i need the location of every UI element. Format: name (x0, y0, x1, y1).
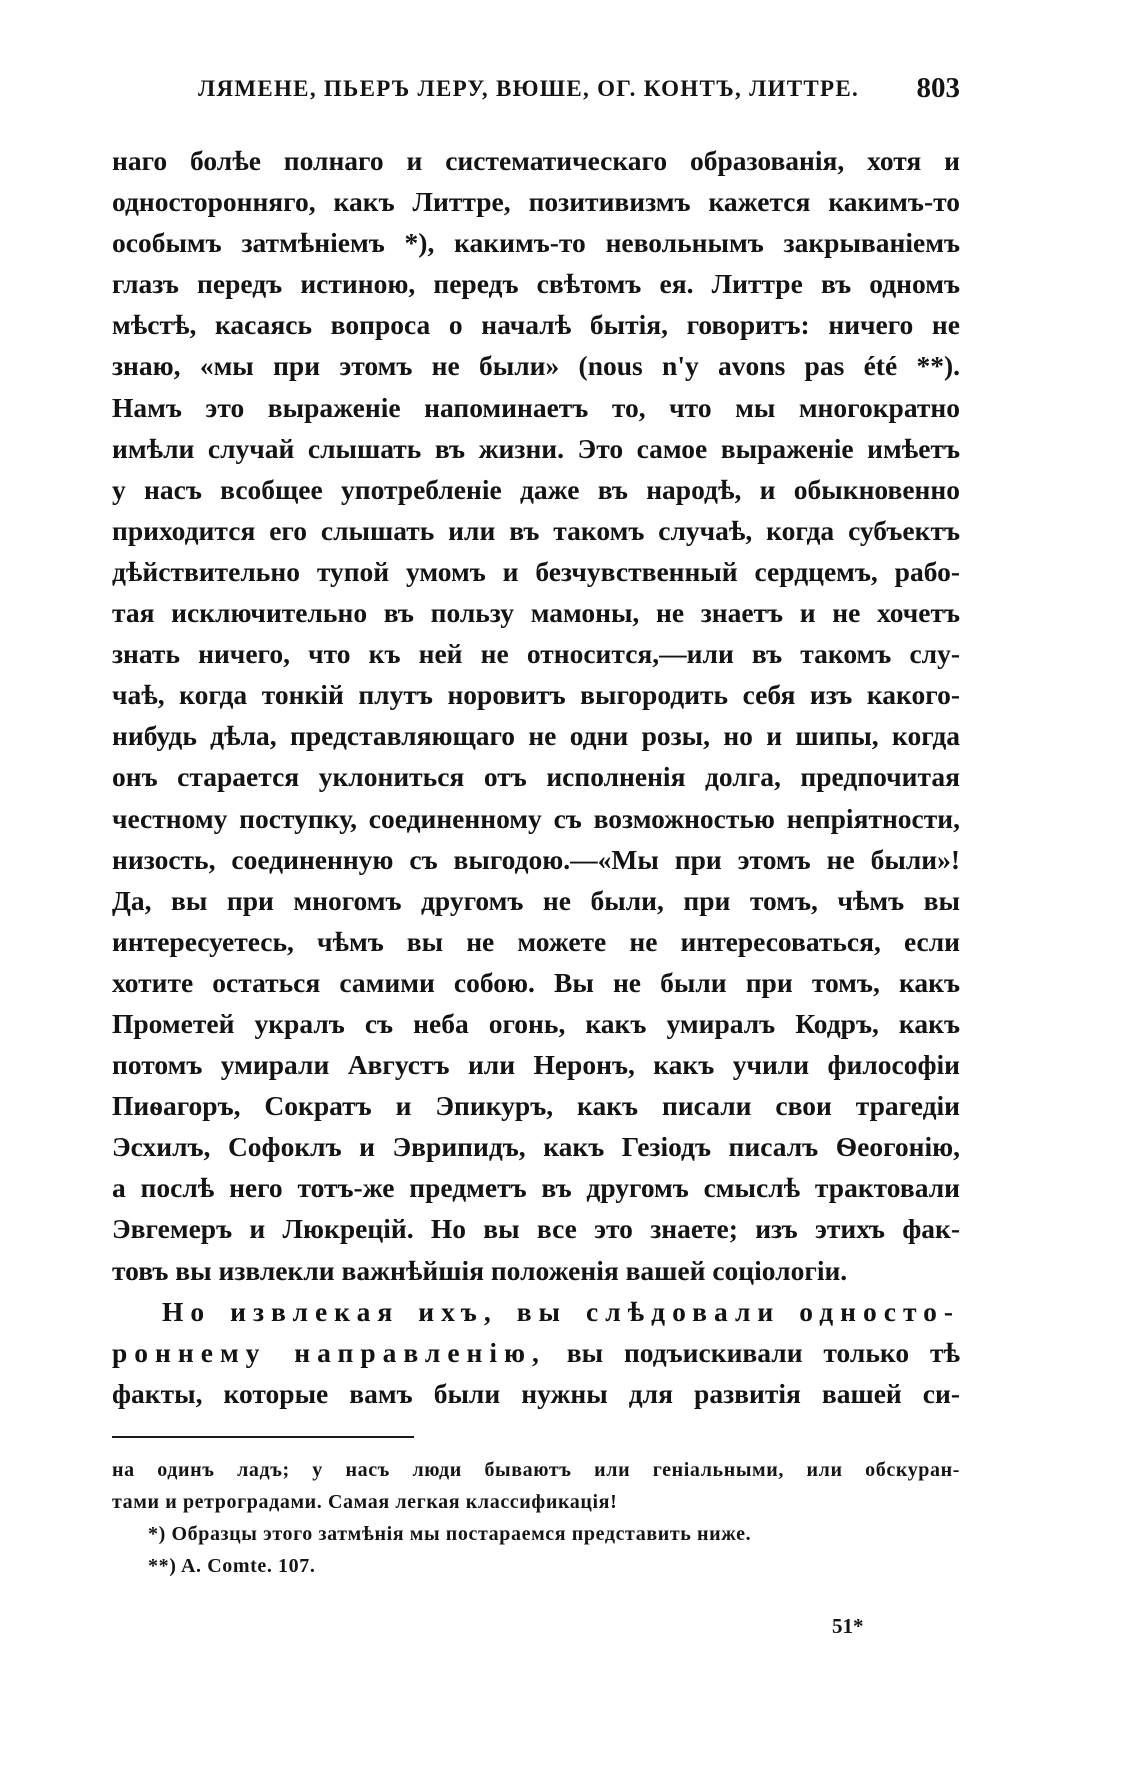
text-line: наго болѣе полнаго и систематическаго образованія, хотя и (112, 145, 960, 176)
spaced-emphasis: роннему направленію, (112, 1336, 546, 1368)
running-head: ЛЯМЕНЕ, ПЬЕРЪ ЛЕРУ, ВЮШЕ, ОГ. КОНТЪ, ЛИТТРЕ. (198, 76, 860, 101)
text-line: особымъ затмѣніемъ *), какимъ-то невольнымъ закрываніемъ (112, 227, 960, 259)
text-line: низость, соединенную съ выгодою.—«Мы при этомъ не были»! (112, 843, 960, 875)
text-line: имѣли случай слышать въ жизни. Это самое выраженіе имѣетъ (112, 432, 960, 464)
text-line: знать ничего, что къ ней не относится,—или въ такомъ слу- (112, 638, 960, 670)
text-line: хотите остаться самими собою. Вы не были при томъ, какъ (112, 966, 960, 998)
text-line: онъ старается уклониться отъ исполненія долга, предпочитая (112, 761, 960, 793)
text-line: потомъ умирали Августъ или Неронъ, какъ учили философіи (112, 1049, 960, 1081)
text-line: Пиѳагоръ, Сократъ и Эпикуръ, какъ писали свои трагедіи (112, 1090, 960, 1122)
text-line: честному поступку, соединенному съ возможностью непріятности, (112, 802, 960, 834)
mixed-emphasis-line (112, 1332, 960, 1373)
main-text (112, 140, 960, 1414)
text-line: Прометей укралъ съ неба огонь, какъ умиралъ Кодръ, какъ (112, 1007, 960, 1039)
text-line: чаѣ, когда тонкій плутъ норовитъ выгородить себя изъ какого- (112, 679, 960, 711)
text-line: у насъ всобщее употребленіе даже въ народѣ, и обыкновенно (112, 473, 960, 505)
text-line: нибудь дѣла, представляющаго не одни розы, но и шипы, когда (112, 720, 960, 752)
text-line: Эвгемеръ и Люкрецій. Но вы все это знаете; изъ этихъ фак- (112, 1213, 960, 1245)
footnote-continuation: на одинъ ладъ; у насъ люди бываютъ или геніальными, или обскуран- (112, 1459, 960, 1481)
text-line: Эсхилъ, Софоклъ и Эврипидъ, какъ Гезіодъ писалъ Ѳеогонію, (112, 1131, 960, 1163)
text-line: тая исключительно въ пользу мамоны, не знаетъ и не хочетъ (112, 597, 960, 629)
text-run: вы подъискивали только тѣ (545, 1336, 960, 1368)
spaced-emphasis-line: Но извлекая ихъ, вы слѣдовали односто- (162, 1295, 960, 1327)
text-line: а послѣ него тотъ-же предметъ въ другомъ смыслѣ трактовали (112, 1172, 960, 1204)
footnote-separator (112, 1436, 414, 1438)
page-number: 803 (916, 72, 960, 104)
text-line: факты, которые вамъ были нужны для развитія вашей си- (112, 1377, 960, 1409)
footnotes (112, 1454, 960, 1582)
footnote-1: *) Образцы этого затмѣнія мы постараемся представить ниже. (148, 1523, 752, 1545)
footnote-continuation: тами и ретроградами. Самая легкая классификація! (112, 1491, 618, 1513)
text-line: приходится его слышать или въ такомъ случаѣ, когда субъектъ (112, 514, 960, 546)
text-line: интересуетесь, чѣмъ вы не можете не интересоваться, если (112, 925, 960, 957)
paragraph-end-line: товъ вы извлекли важнѣйшія положенія вашей соціологіи. (112, 1254, 848, 1286)
text-line: Намъ это выраженіе напоминаетъ то, что мы многократно (112, 391, 960, 423)
text-line: мѣстѣ, касаясь вопроса о началѣ бытія, говоритъ: ничего не (112, 309, 960, 341)
footnote-2: **) A. Comte. 107. (148, 1555, 316, 1577)
text-line: глазъ передъ истиною, передъ свѣтомъ ея. Литтре въ одномъ (112, 268, 960, 300)
text-line: знаю, «мы при этомъ не были» (nous n'y avons pas été **). (112, 350, 960, 382)
text-line: Да, вы при многомъ другомъ не были, при томъ, чѣмъ вы (112, 884, 960, 916)
page-header (112, 72, 960, 112)
signature-mark: 51* (832, 1614, 864, 1638)
text-line: односторонняго, какъ Литтре, позитивизмъ кажется какимъ-то (112, 186, 960, 218)
text-line: дѣйствительно тупой умомъ и безчувственный сердцемъ, рабо- (112, 555, 960, 587)
